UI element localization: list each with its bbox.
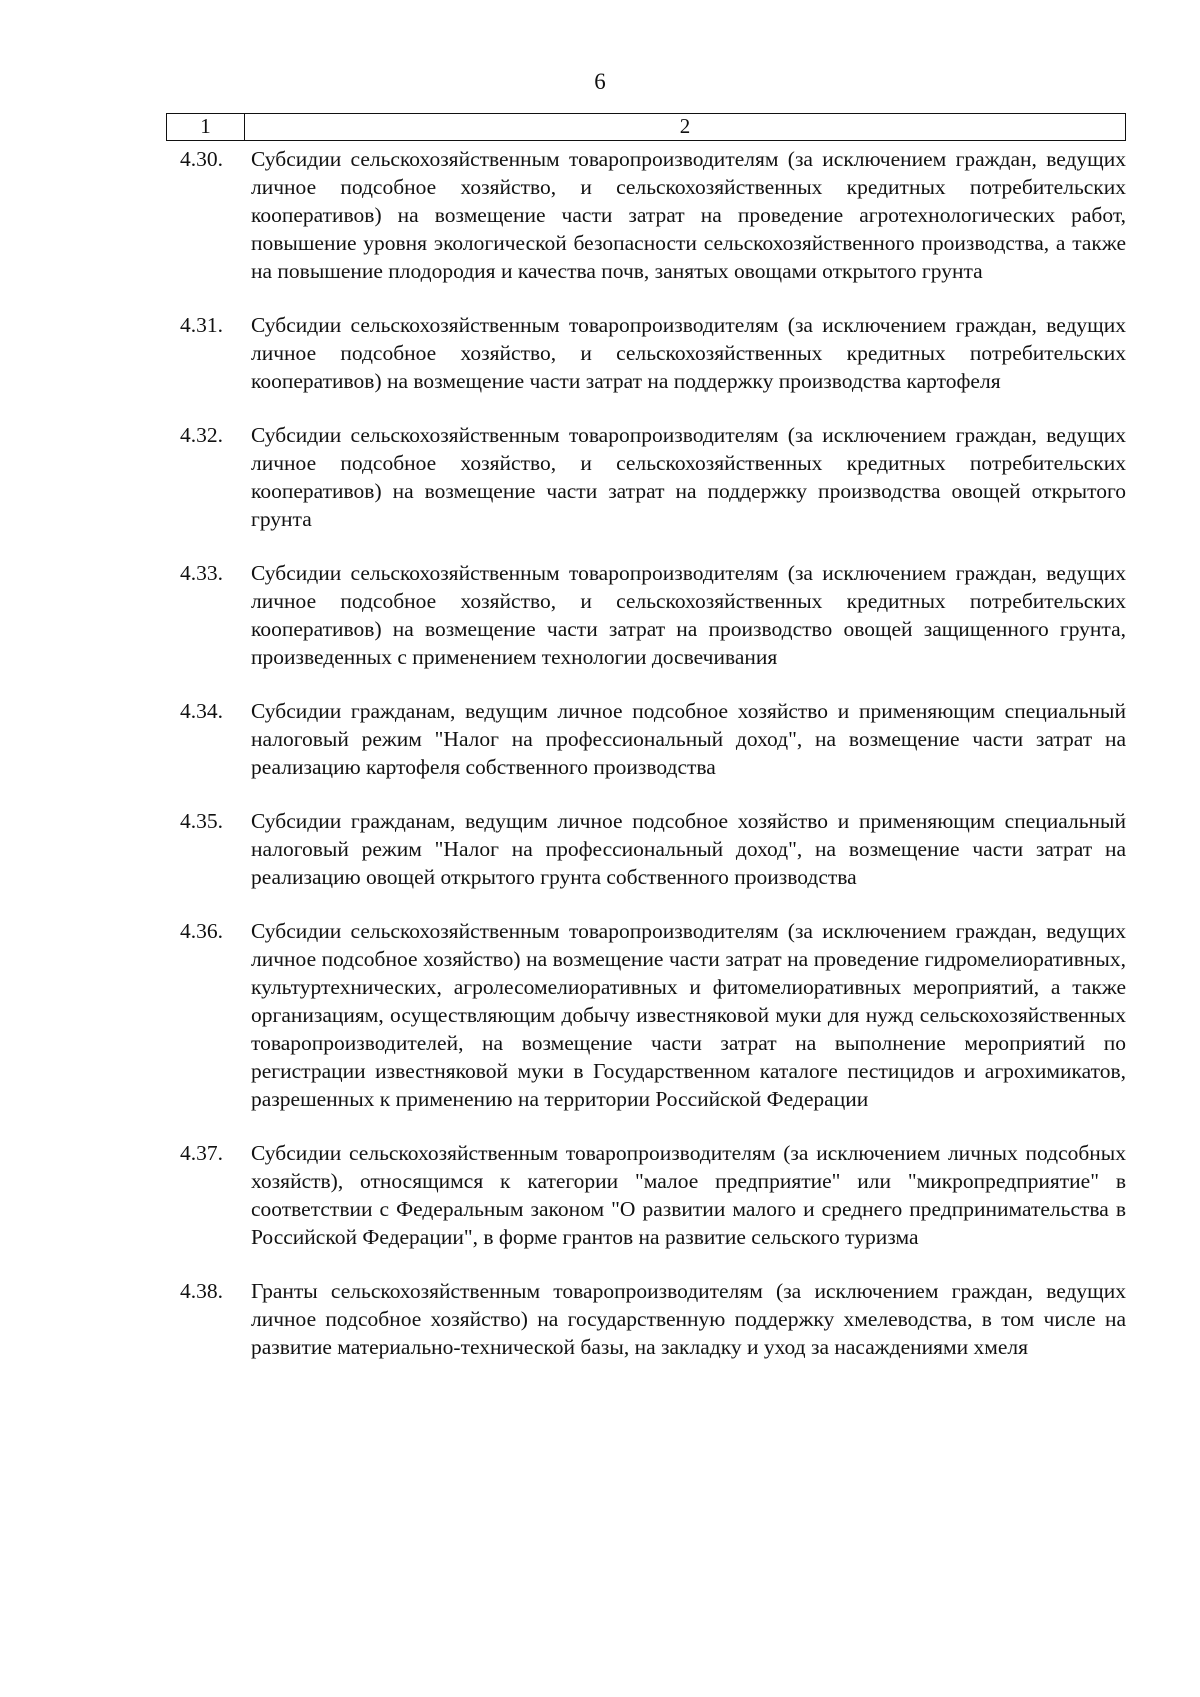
entry-text: Субсидии сельскохозяйственным товаропроизводителям (за исключением граждан, ведущих личное подсобное хозяйство, и сельскохозяйственных кредитных потребительских кооперативов) на возмещение части затрат на производство овощей защищенного грунта, произведенных с применением технологии досвечивания <box>251 561 1126 669</box>
entry-4-31 <box>166 311 1126 395</box>
page-number: 6 <box>594 69 606 94</box>
table-header-col1: 1 <box>167 114 245 140</box>
entry-text: Субсидии сельскохозяйственным товаропроизводителям (за исключением граждан, ведущих личное подсобное хозяйство) на возмещение части затрат на проведение гидромелиоративных, культуртехнических, агролесомелиоративных и фитомелиоративных мероприятий, а также организациям, осуществляющим добычу известняковой муки для нужд сельскохозяйственных товаропроизводителей, на возмещение части затрат на выполнение мероприятий по регистрации известняковой муки в Государственном каталоге пестицидов и агрохимикатов, разрешенных к применению на территории Российской Федерации <box>251 919 1126 1111</box>
entry-number: 4.30. <box>180 147 223 171</box>
entry-4-32 <box>166 421 1126 533</box>
entry-text: Субсидии гражданам, ведущим личное подсобное хозяйство и применяющим специальный налоговый режим "Налог на профессиональный доход", на возмещение части затрат на реализацию овощей открытого грунта собственного производства <box>251 809 1126 889</box>
entry-4-35 <box>166 807 1126 891</box>
entry-4-33 <box>166 559 1126 671</box>
entry-number: 4.38. <box>180 1279 223 1303</box>
entry-4-38 <box>166 1277 1126 1361</box>
entry-number: 4.33. <box>180 561 223 585</box>
entry-text: Гранты сельскохозяйственным товаропроизводителям (за исключением граждан, ведущих личное подсобное хозяйство) на государственную поддержку хмелеводства, в том числе на развитие материально-технической базы, на закладку и уход за насаждениями хмеля <box>251 1279 1126 1359</box>
entry-number: 4.34. <box>180 699 223 723</box>
entry-text: Субсидии сельскохозяйственным товаропроизводителям (за исключением граждан, ведущих личное подсобное хозяйство, и сельскохозяйственных кредитных потребительских кооперативов) на возмещение части затрат на поддержку производства картофеля <box>251 313 1126 393</box>
entry-number: 4.32. <box>180 423 223 447</box>
entry-4-37 <box>166 1139 1126 1251</box>
entry-4-30 <box>166 145 1126 285</box>
entries-list <box>166 145 1126 1387</box>
entry-text: Субсидии сельскохозяйственным товаропроизводителям (за исключением граждан, ведущих личное подсобное хозяйство, и сельскохозяйственных кредитных потребительских кооперативов) на возмещение части затрат на проведение агротехнологических работ, повышение уровня экологической безопасности сельскохозяйственного производства, а также на повышение плодородия и качества почв, занятых овощами открытого грунта <box>251 147 1126 283</box>
entry-4-36 <box>166 917 1126 1113</box>
entry-number: 4.35. <box>180 809 223 833</box>
entry-number: 4.37. <box>180 1141 223 1165</box>
entry-number: 4.31. <box>180 313 223 337</box>
table-header-row <box>166 113 1126 141</box>
table-header-col2: 2 <box>679 114 691 138</box>
entry-text: Субсидии сельскохозяйственным товаропроизводителям (за исключением личных подсобных хозяйств), относящимся к категории "малое предприятие" или "микропредприятие" в соответствии с Федеральным законом "О развитии малого и среднего предпринимательства в Российской Федерации", в форме грантов на развитие сельского туризма <box>251 1141 1126 1249</box>
entry-number: 4.36. <box>180 919 223 943</box>
entry-text: Субсидии сельскохозяйственным товаропроизводителям (за исключением граждан, ведущих личное подсобное хозяйство, и сельскохозяйственных кредитных потребительских кооперативов) на возмещение части затрат на поддержку производства овощей открытого грунта <box>251 423 1126 531</box>
entry-text: Субсидии гражданам, ведущим личное подсобное хозяйство и применяющим специальный налоговый режим "Налог на профессиональный доход", на возмещение части затрат на реализацию картофеля собственного производства <box>251 699 1126 779</box>
entry-4-34 <box>166 697 1126 781</box>
